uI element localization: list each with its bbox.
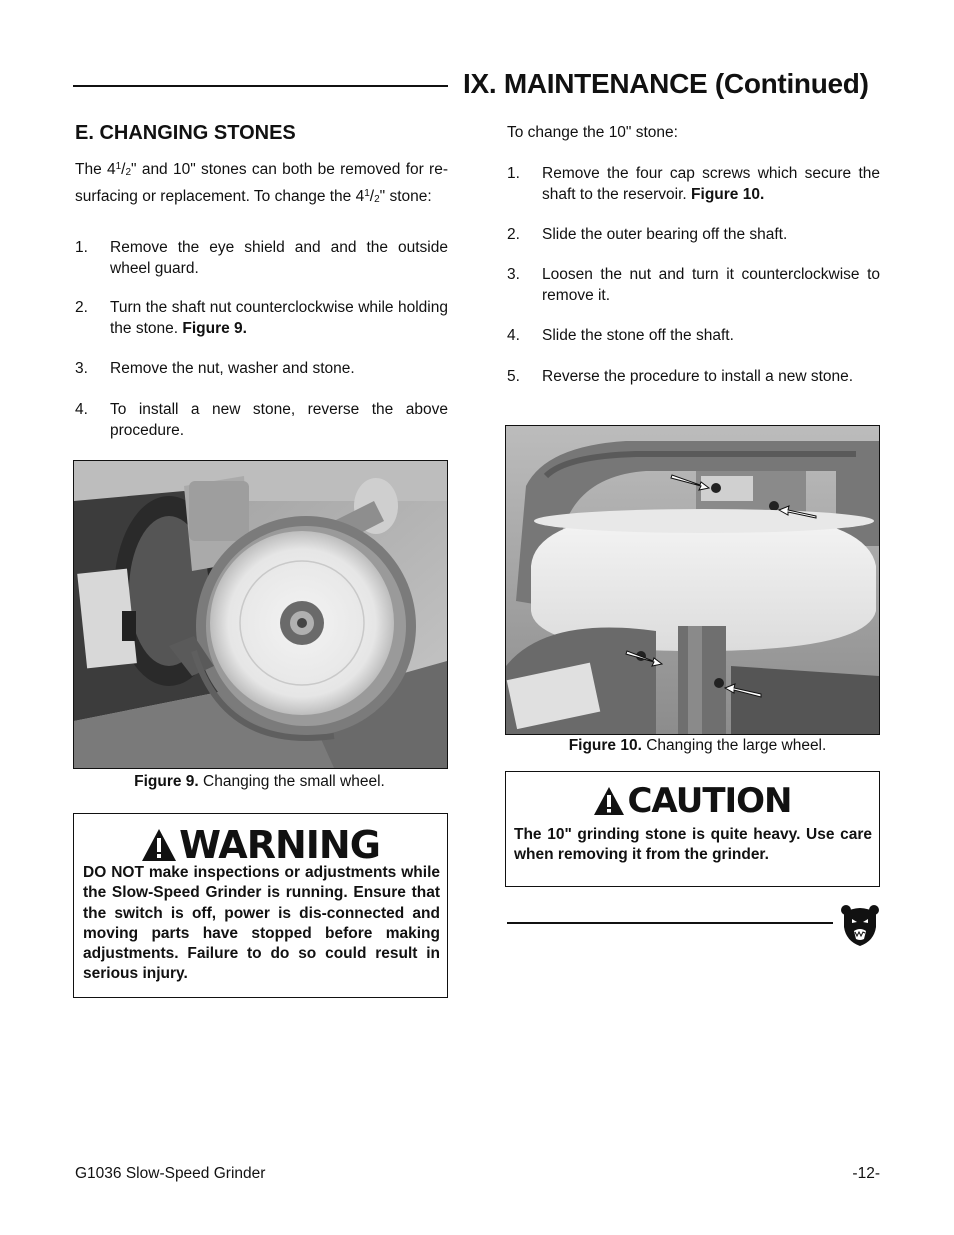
step-text: Reverse the procedure to install a new stone. (542, 368, 854, 385)
figure-reference: Figure 9. (182, 319, 247, 337)
header-rule (73, 85, 448, 87)
step-number: 1. (75, 239, 88, 256)
figure-reference: Figure 10. (691, 185, 765, 203)
step-number: 2. (507, 226, 520, 243)
footer-page-number: -12- (852, 1165, 880, 1182)
left-step-2 (75, 298, 448, 340)
warning-box (73, 813, 448, 998)
figure-9-photo (73, 460, 448, 769)
intro-paragraph: The $4^1/2$" and 10" stones can both be removed for re-surfacing or replacement. To change the $4^1/2$" stone: (75, 161, 448, 205)
step-text: Slide the stone off the shaft. (542, 327, 734, 344)
figure-10-photo (505, 425, 880, 735)
step-text: Remove the eye shield and and the outside wheel guard. (110, 239, 448, 277)
exclamation-triangle-icon (593, 786, 625, 816)
section-end-rule (507, 922, 833, 924)
step-number: 3. (75, 360, 88, 377)
warning-title: WARNING (74, 824, 447, 866)
step-number: 4. (507, 327, 520, 344)
step-number: 4. (75, 401, 88, 418)
step-text: Turn the shaft nut counterclockwise while holding the stone. Figure 9. (110, 299, 448, 337)
step-number: 1. (507, 165, 520, 182)
figure-10-caption: Figure 10. Changing the large wheel. (568, 737, 827, 754)
right-step-4 (507, 326, 880, 348)
right-step-1 (507, 164, 880, 206)
warning-text: DO NOT make inspections or adjustments while the Slow-Speed Grinder is running. Ensure that the switch is off, power is dis-connected and moving parts have stopped before making adjustments. Failure to do so could result in serious injury. (83, 864, 440, 983)
step-text: Remove the four cap screws which secure the shaft to the reservoir. Figure 10. (542, 165, 880, 203)
figure-9-caption: Figure 9. Changing the small wheel. (134, 773, 385, 790)
step-text: Loosen the nut and turn it counterclockwise to remove it. (542, 266, 880, 304)
exclamation-triangle-icon (141, 828, 177, 862)
step-text: Slide the outer bearing off the shaft. (542, 226, 788, 243)
left-step-3 (75, 359, 448, 381)
step-text: Remove the nut, washer and stone. (110, 360, 355, 377)
caution-text: The 10" grinding stone is quite heavy. Use care when removing it from the grinder. (514, 826, 872, 864)
subsection-title: E. CHANGING STONES (75, 122, 296, 144)
bear-head-logo (840, 903, 880, 947)
caution-title: CAUTION (506, 782, 879, 820)
left-step-4 (75, 400, 448, 442)
right-step-3 (507, 265, 880, 307)
footer-model: G1036 Slow-Speed Grinder (75, 1165, 266, 1182)
right-step-2 (507, 225, 880, 247)
right-step-5 (507, 367, 880, 409)
right-intro: To change the 10" stone: (507, 124, 678, 141)
section-title: IX. MAINTENANCE (Continued) (463, 68, 869, 99)
step-number: 2. (75, 299, 88, 316)
step-text: To install a new stone, reverse the above procedure. (110, 401, 448, 439)
left-step-1 (75, 238, 448, 280)
step-number: 5. (507, 368, 520, 385)
step-number: 3. (507, 266, 520, 283)
caution-box (505, 771, 880, 887)
